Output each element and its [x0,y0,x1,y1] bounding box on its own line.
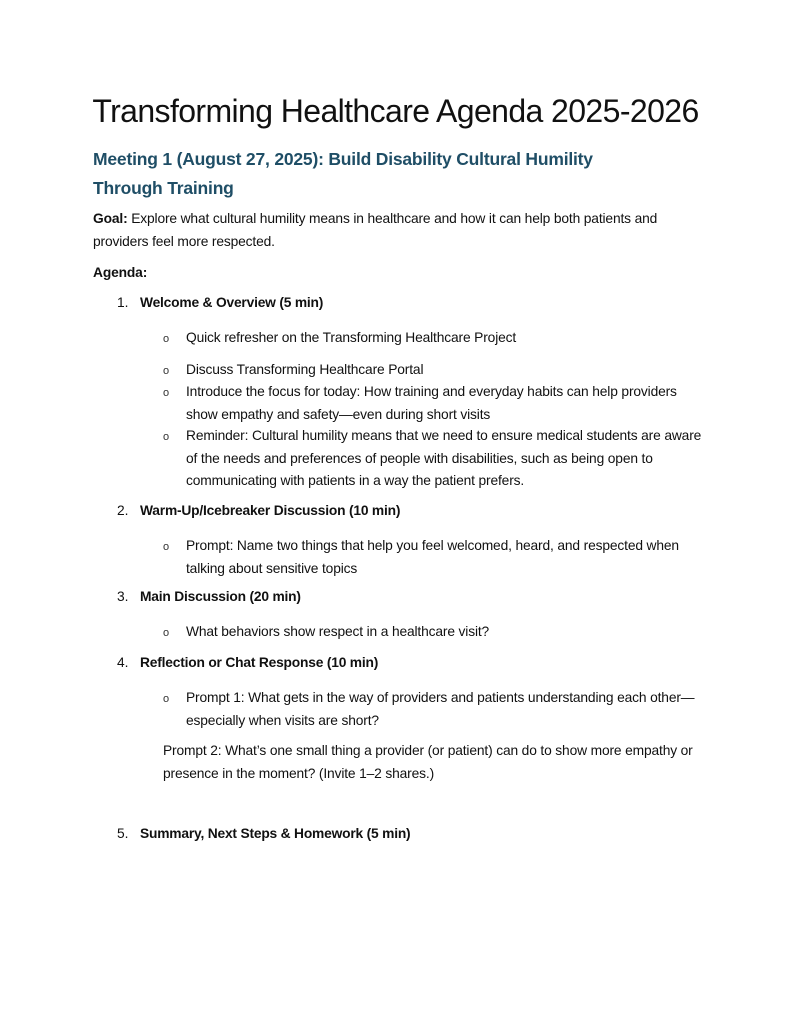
agenda-item-title: Welcome & Overview (5 min) [140,295,324,310]
agenda-label-text: Agenda: [93,265,148,280]
list-item: Discuss Transforming Healthcare Portal [186,362,424,377]
bullet-icon: o [163,365,170,377]
item-number: 3. [117,589,129,604]
bullet-icon: o [163,541,170,553]
bullet-icon: o [163,627,170,639]
item-number: 5. [117,826,129,841]
meeting-heading: Meeting 1 (August 27, 2025): Build Disability Cultural Humility Through Training [93,149,593,198]
item-number: 2. [117,503,129,518]
bullet-icon: o [163,333,170,345]
prompt-paragraph: Prompt 2: What’s one small thing a provider (or patient) can do to show more empathy or presence in the moment? (Invite 1–2 shares.) [163,743,693,781]
agenda-item-title: Summary, Next Steps & Homework (5 min) [140,826,411,841]
bullet-icon: o [163,431,170,443]
goal-label: Goal: [93,211,128,226]
list-item: Prompt: Name two things that help you feel welcomed, heard, and respected when talking about sensitive topics [186,538,679,576]
item-number: 1. [117,295,129,310]
bullet-icon: o [163,693,170,705]
list-item: Quick refresher on the Transforming Healthcare Project [186,330,517,345]
list-item: Reminder: Cultural humility means that we need to ensure medical students are aware of the needs and preferences of people with disabilities, such as being open to communicating with patients in a way the patient prefers. [186,428,702,488]
item-number: 4. [117,655,129,670]
agenda-item-title: Main Discussion (20 min) [140,589,301,604]
bullet-icon: o [163,387,170,399]
agenda-item-title: Warm-Up/Icebreaker Discussion (10 min) [140,503,401,518]
list-item: Prompt 1: What gets in the way of providers and patients understanding each other—especially when visits are short? [186,690,695,728]
goal-paragraph [93,207,703,253]
agenda-label [93,261,703,284]
list-item: Introduce the focus for today: How training and everyday habits can help providers show empathy and safety—even during short visits [186,384,677,422]
goal-text: Explore what cultural humility means in healthcare and how it can help both patients and providers feel more respected. [93,211,658,249]
list-item: What behaviors show respect in a healthcare visit? [186,624,490,639]
document-title: Transforming Healthcare Agenda 2025-2026 [92,93,699,129]
agenda-item-title: Reflection or Chat Response (10 min) [140,655,379,670]
